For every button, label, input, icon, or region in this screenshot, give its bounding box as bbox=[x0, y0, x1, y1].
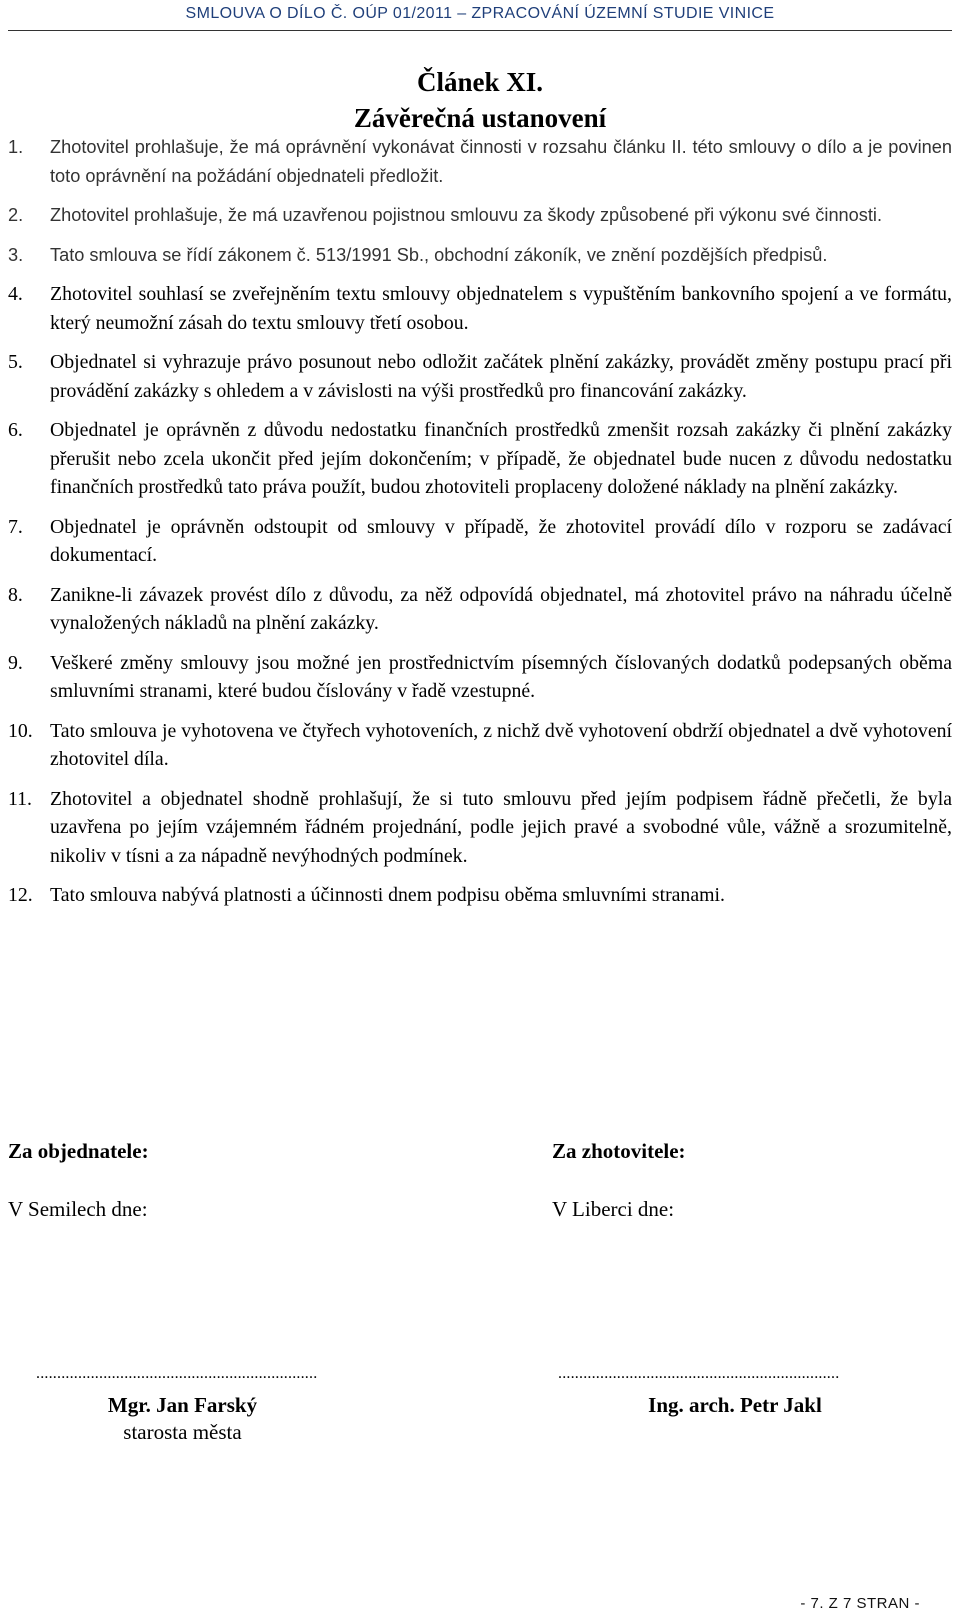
list-item bbox=[8, 280, 952, 337]
list-item bbox=[8, 416, 952, 502]
item-text: Zhotovitel prohlašuje, že má oprávnění vykonávat činnosti v rozsahu článku II. této smlouvy o dílo a je povinen toto oprávnění na požádání objednateli předložit. bbox=[50, 137, 952, 186]
contractor-place-date: V Liberci dne: bbox=[552, 1197, 675, 1221]
list-item bbox=[8, 241, 952, 270]
item-text: Zhotovitel souhlasí se zveřejněním textu smlouvy objednatelem s vypuštěním bankovního spojení a ve formátu, který neumožní zásah do textu smlouvy třetí osobou. bbox=[50, 283, 952, 334]
item-number: 9. bbox=[8, 651, 23, 674]
list-item bbox=[8, 513, 952, 570]
contractor-signature-line: ................................................................... bbox=[558, 1365, 840, 1382]
client-place-date: V Semilech dne: bbox=[8, 1197, 148, 1221]
header-divider bbox=[8, 30, 952, 31]
item-text: Objednatel je oprávněn z důvodu nedostatku finančních prostředků zmenšit rozsah zakázky či plnění zakázky přerušit nebo zcela ukončit před jejím dokončením; v případě, že objednatel bude nucen z důvodu nedostatku finančních prostředků tato práva použít, budou zhotoviteli proplaceny doložené náklady na plnění zakázky. bbox=[50, 419, 952, 498]
contractor-signer bbox=[590, 1392, 880, 1419]
item-text: Objednatel si vyhrazuje právo posunout nebo odložit začátek plnění zakázky, provádět změny postupu prací při provádění zakázky s ohledem a v závislosti na výši prostředků pro financování zakázky. bbox=[50, 351, 952, 402]
client-signature-line: ................................................................... bbox=[36, 1365, 318, 1382]
client-signature-block bbox=[8, 1138, 149, 1222]
contractor-signer-name: Ing. arch. Petr Jakl bbox=[648, 1393, 822, 1417]
item-number: 2. bbox=[8, 205, 24, 225]
item-text: Tato smlouva se řídí zákonem č. 513/1991 Sb., obchodní zákoník, ve znění pozdějších předpisů. bbox=[50, 244, 828, 265]
client-heading: Za objednatele: bbox=[8, 1139, 149, 1163]
item-number: 7. bbox=[8, 515, 23, 538]
item-number: 8. bbox=[8, 583, 23, 606]
list-item bbox=[8, 717, 952, 774]
list-item bbox=[8, 785, 952, 871]
item-text: Zanikne-li závazek provést dílo z důvodu, za něž odpovídá objednatel, má zhotovitel právo na náhradu účelně vynaložených nákladů na plnění zakázky. bbox=[50, 583, 952, 634]
client-signer bbox=[50, 1392, 315, 1446]
item-number: 3. bbox=[8, 244, 24, 265]
item-number: 1. bbox=[8, 137, 24, 157]
item-text: Zhotovitel prohlašuje, že má uzavřenou pojistnou smlouvu za škody způsobené při výkonu své činnosti. bbox=[50, 205, 883, 225]
article-title: Závěrečná ustanovení bbox=[353, 103, 607, 133]
list-item bbox=[8, 133, 952, 190]
list-item bbox=[8, 881, 952, 910]
contractor-signature-block bbox=[552, 1138, 686, 1222]
item-text: Tato smlouva je vyhotovena ve čtyřech vyhotoveních, z nichž dvě vyhotovení obdrží objednatel a dvě vyhotovení zhotovitel díla. bbox=[50, 719, 952, 770]
client-signer-name: Mgr. Jan Farský bbox=[107, 1393, 258, 1417]
contractor-heading: Za zhotovitele: bbox=[552, 1139, 686, 1163]
item-number: 5. bbox=[8, 351, 23, 373]
list-item bbox=[8, 201, 952, 230]
item-number: 10. bbox=[8, 719, 33, 742]
page-header bbox=[0, 0, 960, 34]
item-text: Objednatel je oprávněn odstoupit od smlouvy v případě, že zhotovitel provádí dílo v rozporu se zadávací dokumentací. bbox=[50, 515, 952, 566]
item-number: 4. bbox=[8, 283, 23, 305]
list-item bbox=[8, 581, 952, 638]
client-signer-role: starosta města bbox=[123, 1420, 242, 1444]
item-text: Veškeré změny smlouvy jsou možné jen prostřednictvím písemných číslovaných dodatků podepsaných oběma smluvními stranami, které budou číslovány v řadě vzestupné. bbox=[50, 651, 952, 702]
item-text: Zhotovitel a objednatel shodně prohlašují, že si tuto smlouvu před jejím podpisem řádně přečetli, že byla uzavřena po jejím vzájemném řádném projednání, podle jejich pravé a svobodné vůle, vážně a srozumitelně, nikoliv v tísni a za nápadně nevýhodných podmínek. bbox=[50, 787, 952, 867]
header-text: SMLOUVA O DÍLO Č. OÚP 01/2011 – ZPRACOVÁNÍ ÚZEMNÍ STUDIE VINICE bbox=[185, 5, 775, 22]
page-footer: - 7. Z 7 STRAN - bbox=[800, 1595, 920, 1612]
list-item bbox=[8, 649, 952, 706]
article-number: Článek XI. bbox=[416, 67, 544, 97]
item-number: 6. bbox=[8, 419, 23, 441]
item-number: 11. bbox=[8, 787, 32, 810]
item-number: 12. bbox=[8, 884, 33, 906]
item-text: Tato smlouva nabývá platnosti a účinnosti dnem podpisu oběma smluvními stranami. bbox=[50, 884, 725, 906]
provisions-list bbox=[8, 133, 952, 921]
list-item bbox=[8, 348, 952, 405]
